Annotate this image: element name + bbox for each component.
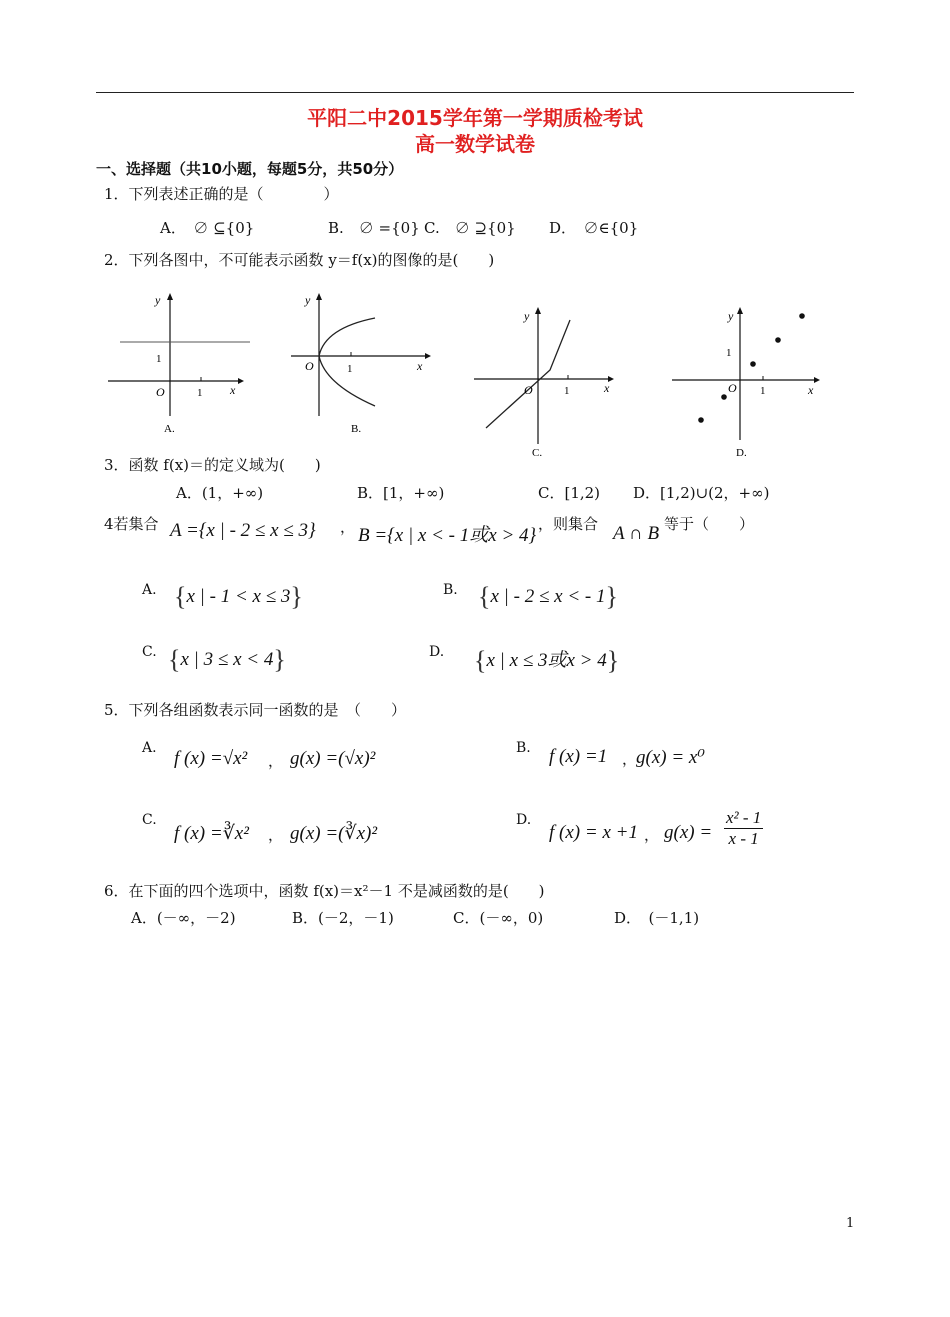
q4-separator: ， xyxy=(340,518,356,536)
graph-a-one-x: 1 xyxy=(197,387,203,399)
left-brace: { xyxy=(474,646,487,675)
q4-label-b: B. xyxy=(443,582,458,598)
fraction-numerator: x² - 1 xyxy=(726,808,762,827)
graph-c-y-label: y xyxy=(524,309,530,323)
graph-b-parabola xyxy=(319,318,375,406)
graph-d-y-arrow xyxy=(737,307,743,314)
graph-d-point xyxy=(750,361,756,367)
graph-a-y-arrow xyxy=(167,293,173,300)
q5-label-b: B. xyxy=(516,740,531,756)
right-brace: } xyxy=(273,645,286,674)
graph-b-x-label: x xyxy=(417,359,423,373)
q5-label-a: A. xyxy=(142,740,157,756)
q1-stem: 1．下列表述正确的是（ ） xyxy=(104,185,339,203)
fraction xyxy=(724,808,763,849)
graph-b-caption: B. xyxy=(351,423,362,435)
q4-option-d-text: x | x ≤ 3或x > 4 xyxy=(486,650,607,671)
q5-option-d-g: g(x) = xyxy=(664,822,713,843)
q4-option-a-text: x | - 1 < x ≤ 3 xyxy=(186,586,291,607)
graph-b-y-arrow xyxy=(316,293,322,300)
graph-c xyxy=(468,304,623,463)
q4-option-c xyxy=(168,645,286,675)
right-brace: } xyxy=(290,582,303,611)
q4-label-a: A. xyxy=(142,582,157,598)
fraction-denominator: x - 1 xyxy=(728,829,759,848)
q5-label-d: D. xyxy=(516,812,532,828)
graph-d-caption: D. xyxy=(736,447,747,459)
q4-equals: 等于（ ） xyxy=(664,515,755,533)
q4-option-b xyxy=(478,582,618,612)
q4-option-c-text: x | 3 ≤ x < 4 xyxy=(180,649,274,670)
q5-option-a-f: f (x) =√x² xyxy=(174,748,248,769)
graph-a-x-arrow xyxy=(238,378,244,384)
q5-label-c: C. xyxy=(142,812,157,828)
q6-option-c: C．(－∞，0) xyxy=(453,909,544,927)
graph-d-one-y: 1 xyxy=(726,347,732,359)
q3-option-c: C．[1,2) xyxy=(538,484,601,502)
exam-subtitle: 高一数学试卷 xyxy=(415,132,535,156)
q5-option-a-comma: ， xyxy=(268,752,284,770)
q6-option-d: D． (－1,1) xyxy=(614,909,700,927)
graph-d xyxy=(668,304,828,463)
graph-b-y-label: y xyxy=(305,293,311,307)
graph-d-x-label: x xyxy=(808,383,814,397)
graph-c-x-label: x xyxy=(604,381,610,395)
graph-c-polyline xyxy=(486,320,570,428)
q4-then: ，则集合 xyxy=(538,515,599,533)
q1-option-d: D． ∅∈{0} xyxy=(549,219,639,237)
q5-option-c-f: f (x) =∛x² xyxy=(174,823,249,844)
q4-label-d: D. xyxy=(429,644,445,660)
q3-option-b: B．[1，+∞) xyxy=(357,484,445,502)
right-brace: } xyxy=(606,646,620,675)
q5-option-b-f: f (x) =1 xyxy=(549,746,608,767)
graph-a-caption: A. xyxy=(164,423,175,435)
graph-d-x-arrow xyxy=(814,377,820,383)
q3-option-d: D．[1,2)∪(2，+∞) xyxy=(633,484,770,502)
graph-a-origin: O xyxy=(156,385,165,399)
graph-d-point xyxy=(775,337,781,343)
q5-option-b-g: g(x) = x⁰ xyxy=(636,747,705,768)
graph-d-point xyxy=(698,417,704,423)
q6-stem: 6．在下面的四个选项中，函数 f(x)＝x²－1 不是减函数的是( ) xyxy=(104,882,545,900)
graph-d-point xyxy=(799,313,805,319)
graph-c-caption: C. xyxy=(532,447,543,459)
right-brace: } xyxy=(605,582,618,611)
header-rule xyxy=(96,92,854,93)
q1-option-b: B. ∅ ={0} xyxy=(328,219,420,237)
graph-d-one-x: 1 xyxy=(760,385,766,397)
q4-option-a xyxy=(174,582,303,612)
graph-b-x-arrow xyxy=(425,353,431,359)
q3-option-a: A．(1，+∞) xyxy=(176,484,264,502)
q5-option-c-comma: ， xyxy=(268,826,284,844)
graph-c-one-x: 1 xyxy=(564,385,570,397)
left-brace: { xyxy=(168,645,181,674)
graph-b-one-x: 1 xyxy=(347,363,353,375)
q5-option-a-g: g(x) =(√x)² xyxy=(290,748,376,769)
q5-option-b-comma: ， xyxy=(622,750,638,768)
graph-b-origin: O xyxy=(305,359,314,373)
graph-c-origin: O xyxy=(524,383,533,397)
q1-option-a: A． ∅ ⊆{0} xyxy=(160,219,255,237)
graph-d-origin: O xyxy=(728,381,737,395)
q4-option-d xyxy=(474,645,619,676)
graph-a-x-label: x xyxy=(230,383,236,397)
q6-option-b: B．(－2，－1) xyxy=(292,909,394,927)
q6-option-a: A．(－∞，－2) xyxy=(131,909,236,927)
q5-option-d-f: f (x) = x +1 xyxy=(549,822,638,843)
graph-b xyxy=(285,288,440,442)
q4-set-a: A ={x | - 2 ≤ x ≤ 3} xyxy=(170,520,316,541)
section-heading: 一、选择题（共10小题，每题5分，共50分） xyxy=(96,160,404,178)
graph-a-y-label: y xyxy=(155,293,161,307)
q4-label-c: C. xyxy=(142,644,157,660)
graph-a-one-y: 1 xyxy=(156,353,162,365)
q5-option-d-comma: ， xyxy=(644,826,660,844)
q4-prefix: 4若集合 xyxy=(104,515,159,533)
left-brace: { xyxy=(174,582,187,611)
q1-option-c: C. ∅ ⊇{0} xyxy=(424,219,516,237)
q4-set-b: B ={x | x < - 1或x > 4} xyxy=(358,525,537,546)
q4-option-b-text: x | - 2 ≤ x < - 1 xyxy=(490,586,606,607)
q5-stem: 5．下列各组函数表示同一函数的是 （ ） xyxy=(104,701,407,719)
q4-expression: A ∩ B xyxy=(613,523,660,544)
graph-c-y-arrow xyxy=(535,307,541,314)
q5-option-d-fraction xyxy=(724,808,763,849)
exam-title: 平阳二中2015学年第一学期质检考试 xyxy=(307,106,643,130)
q3-stem: 3．函数 f(x)＝的定义域为( ) xyxy=(104,456,321,474)
page-number: 1 xyxy=(846,1216,855,1231)
graph-d-point xyxy=(721,394,727,400)
left-brace: { xyxy=(478,582,491,611)
graph-a xyxy=(100,288,250,442)
graph-d-y-label: y xyxy=(728,309,734,323)
q2-stem: 2．下列各图中，不可能表示函数 y＝f(x)的图像的是( ) xyxy=(104,251,495,269)
q5-option-c-g: g(x) =(∛x)² xyxy=(290,823,378,844)
